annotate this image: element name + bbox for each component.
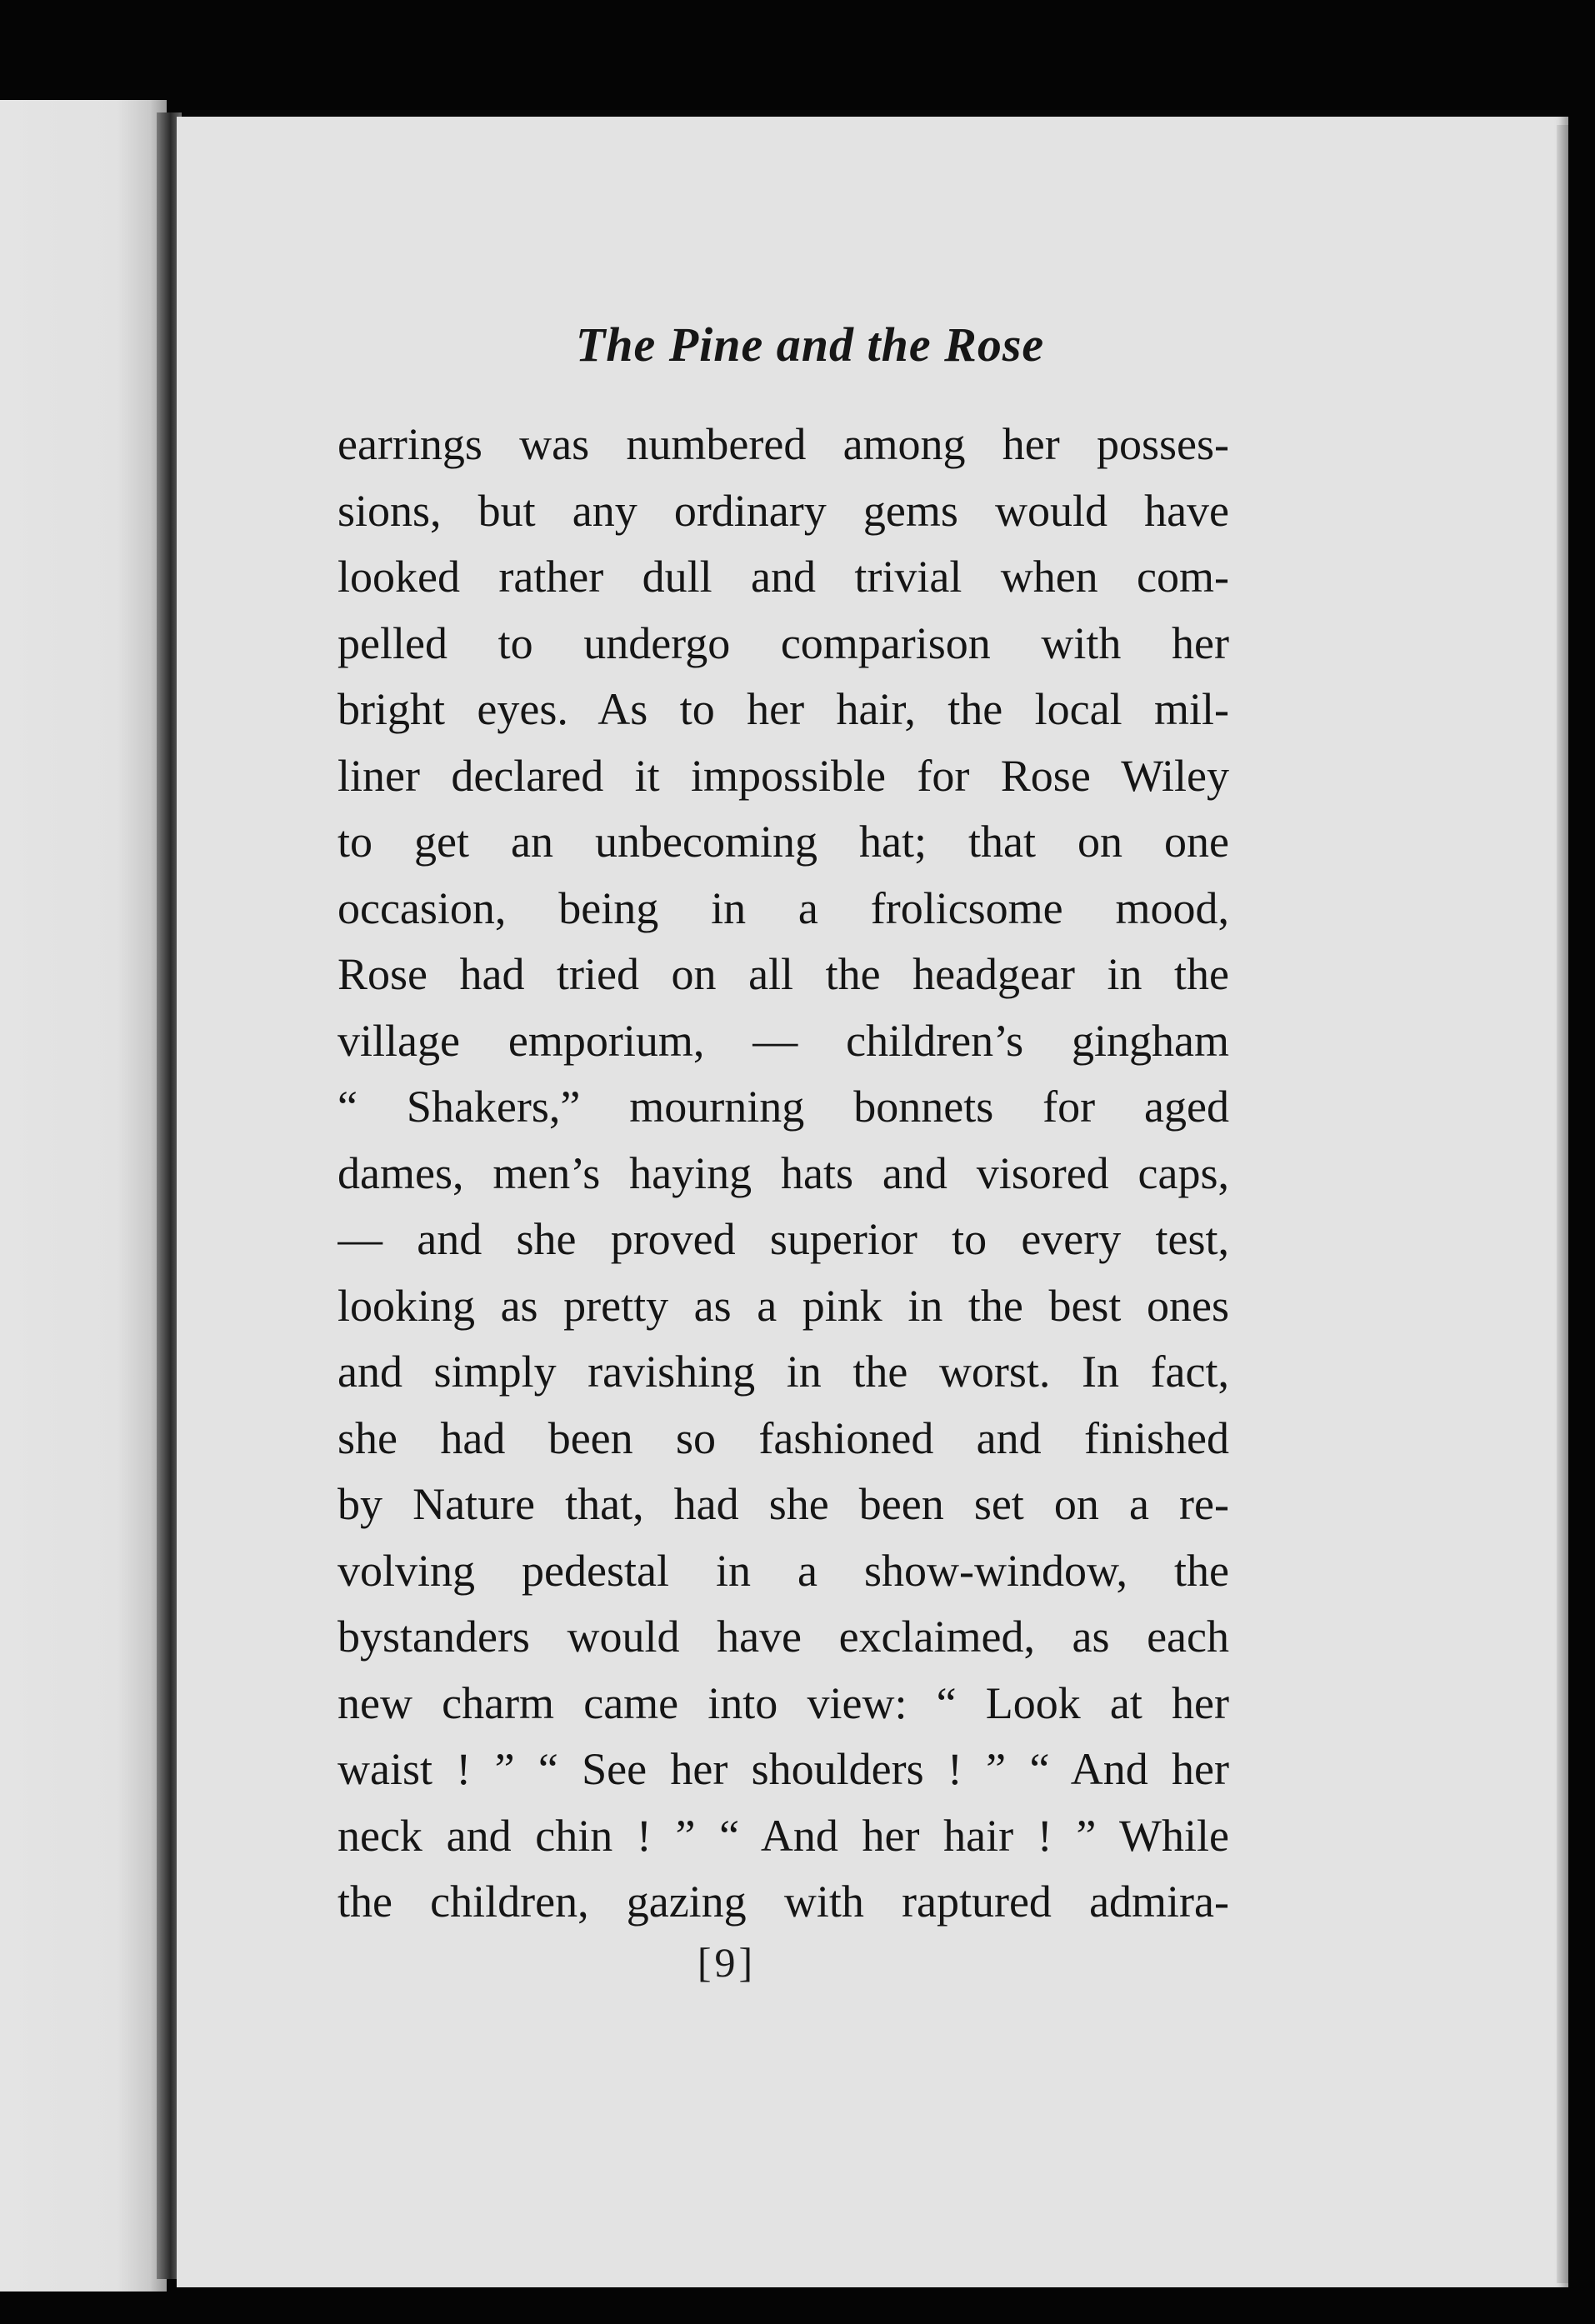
body-text: [338, 412, 1229, 1936]
text-line: bystanders would have exclaimed, as each: [338, 1612, 1229, 1662]
text-line: “ Shakers,” mourning bonnets for aged: [338, 1082, 1229, 1132]
text-line: waist ! ” “ See her shoulders ! ” “ And her: [338, 1744, 1229, 1794]
text-line: new charm came into view: “ Look at her: [338, 1677, 1229, 1728]
text-line: looked rather dull and trivial when com-: [338, 552, 1229, 602]
text-line: looking as pretty as a pink in the best ones: [338, 1280, 1229, 1331]
text-line: bright eyes. As to her hair, the local mil-: [338, 684, 1229, 734]
text-line: volving pedestal in a show-window, the: [338, 1545, 1229, 1596]
running-head: The Pine and the Rose: [575, 317, 1045, 372]
text-line: occasion, being in a frolicsome mood,: [338, 882, 1229, 933]
text-line: and simply ravishing in the worst. In fact,: [338, 1347, 1229, 1397]
text-line: neck and chin ! ” “ And her hair ! ” While: [338, 1810, 1229, 1861]
text-line: she had been so fashioned and finished: [338, 1412, 1229, 1463]
text-line: sions, but any ordinary gems would have: [338, 485, 1229, 536]
text-line: by Nature that, had she been set on a re-: [338, 1479, 1229, 1529]
text-line: village emporium, — children’s gingham: [338, 1015, 1229, 1066]
text-line: Rose had tried on all the headgear in the: [338, 949, 1229, 999]
text-line: the children, gazing with raptured admira-: [338, 1877, 1229, 1927]
text-line: pelled to undergo comparison with her: [338, 617, 1229, 668]
page-number: [9]: [697, 1939, 757, 1986]
text-line: — and she proved superior to every test,: [338, 1214, 1229, 1264]
text-line: earrings was numbered among her posses-: [338, 419, 1229, 469]
page-fore-edge: [1557, 125, 1568, 2283]
text-line: liner declared it impossible for Rose Wiley: [338, 750, 1229, 801]
text-line: dames, men’s haying hats and visored caps,: [338, 1147, 1229, 1198]
text-line: to get an unbecoming hat; that on one: [338, 817, 1229, 867]
